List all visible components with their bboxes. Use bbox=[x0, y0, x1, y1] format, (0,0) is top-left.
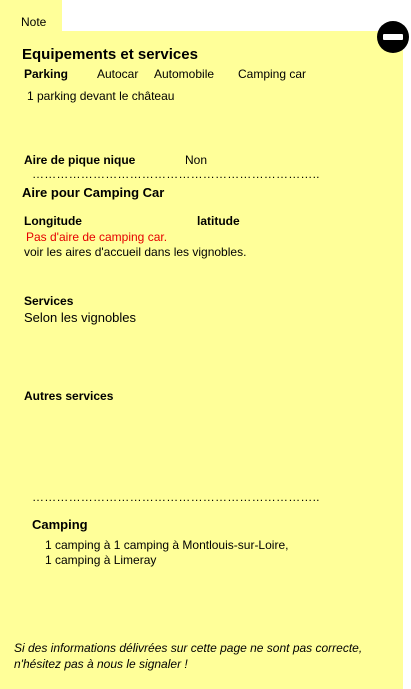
picnic-label: Aire de pique nique bbox=[24, 153, 136, 167]
camping-car-info: voir les aires d'accueil dans les vignobles. bbox=[24, 245, 247, 259]
separator-bottom: …………………………………………………………….. bbox=[32, 490, 320, 504]
camping-line-1: 1 camping à 1 camping à Montlouis-sur-Loire, bbox=[45, 538, 289, 552]
parking-option-automobile: Automobile bbox=[154, 67, 215, 81]
collapse-button[interactable] bbox=[377, 21, 409, 53]
footer-line-1: Si des informations délivrées sur cette page ne sont pas correcte, bbox=[14, 641, 363, 655]
camping-car-warning: Pas d'aire de camping car. bbox=[26, 230, 168, 244]
camping-title: Camping bbox=[32, 517, 88, 532]
note-tab-label: Note bbox=[21, 15, 47, 29]
picnic-value: Non bbox=[185, 153, 208, 167]
parking-details: 1 parking devant le château bbox=[27, 89, 175, 103]
parking-label: Parking bbox=[24, 67, 69, 81]
separator-top: …………………………………………………………….. bbox=[32, 167, 320, 181]
minus-circle-icon bbox=[383, 34, 403, 40]
camping-car-area-title: Aire pour Camping Car bbox=[22, 185, 165, 200]
parking-option-camping-car: Camping car bbox=[238, 67, 307, 81]
info-panel bbox=[0, 31, 403, 689]
longitude-label: Longitude bbox=[24, 214, 82, 228]
parking-option-autocar: Autocar bbox=[97, 67, 139, 81]
latitude-label: latitude bbox=[197, 214, 240, 228]
footer-line-2: n'hésitez pas à nous le signaler ! bbox=[14, 657, 188, 671]
page-title: Equipements et services bbox=[22, 46, 198, 63]
services-title: Services bbox=[24, 294, 74, 308]
camping-line-2: 1 camping à Limeray bbox=[45, 553, 157, 567]
services-value: Selon les vignobles bbox=[24, 310, 137, 325]
other-services-title: Autres services bbox=[24, 389, 114, 403]
footer-note bbox=[14, 640, 404, 672]
